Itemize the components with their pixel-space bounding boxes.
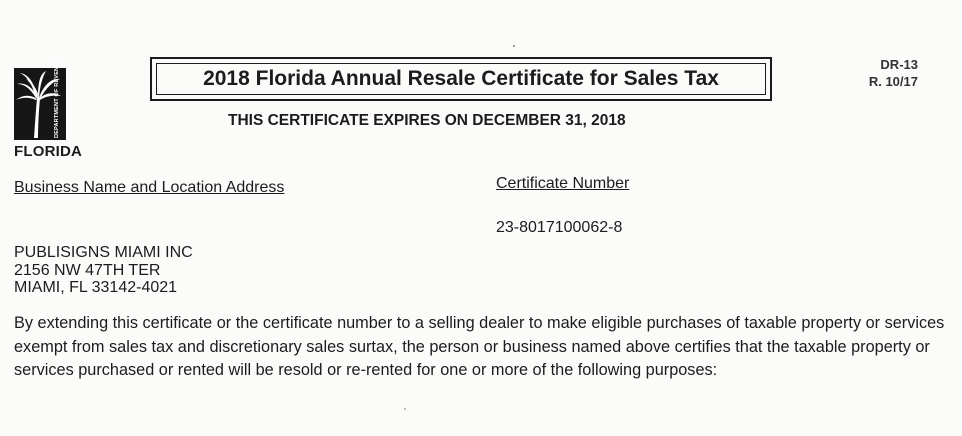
expiration-notice: THIS CERTIFICATE EXPIRES ON DECEMBER 31, 2018 [228,112,626,129]
florida-label: FLORIDA [14,143,83,160]
scan-speck [404,408,406,410]
business-address [14,244,193,297]
form-identifier [869,56,918,90]
certificate-title: 2018 Florida Annual Resale Certificate for Sales Tax [156,63,766,95]
certificate-number-value: 23-8017100062-8 [496,219,623,236]
department-of-revenue-label: DEPARTMENT OF REVENUE [54,58,60,138]
form-number: DR-13 [880,57,918,72]
business-city-state-zip: MIAMI, FL 33142-4021 [14,279,178,296]
business-address-label: Business Name and Location Address [14,179,285,196]
form-revision: R. 10/17 [868,74,918,89]
business-street: 2156 NW 47TH TER [14,261,161,279]
certificate-title-box [150,57,772,101]
business-name: PUBLISIGNS MIAMI INC [14,244,193,261]
certification-paragraph: By extending this certificate or the certificate number to a selling dealer to make eligible purchases of taxable property or services exempt from sales tax and discretionary sales surtax, the person or business named above certifies that the taxable property or services purchased or rented will be resold or re-rented for one or more of the following purposes: [14,314,945,379]
certificate-number-label: Certificate Number [496,175,630,192]
scan-speck [513,45,515,47]
